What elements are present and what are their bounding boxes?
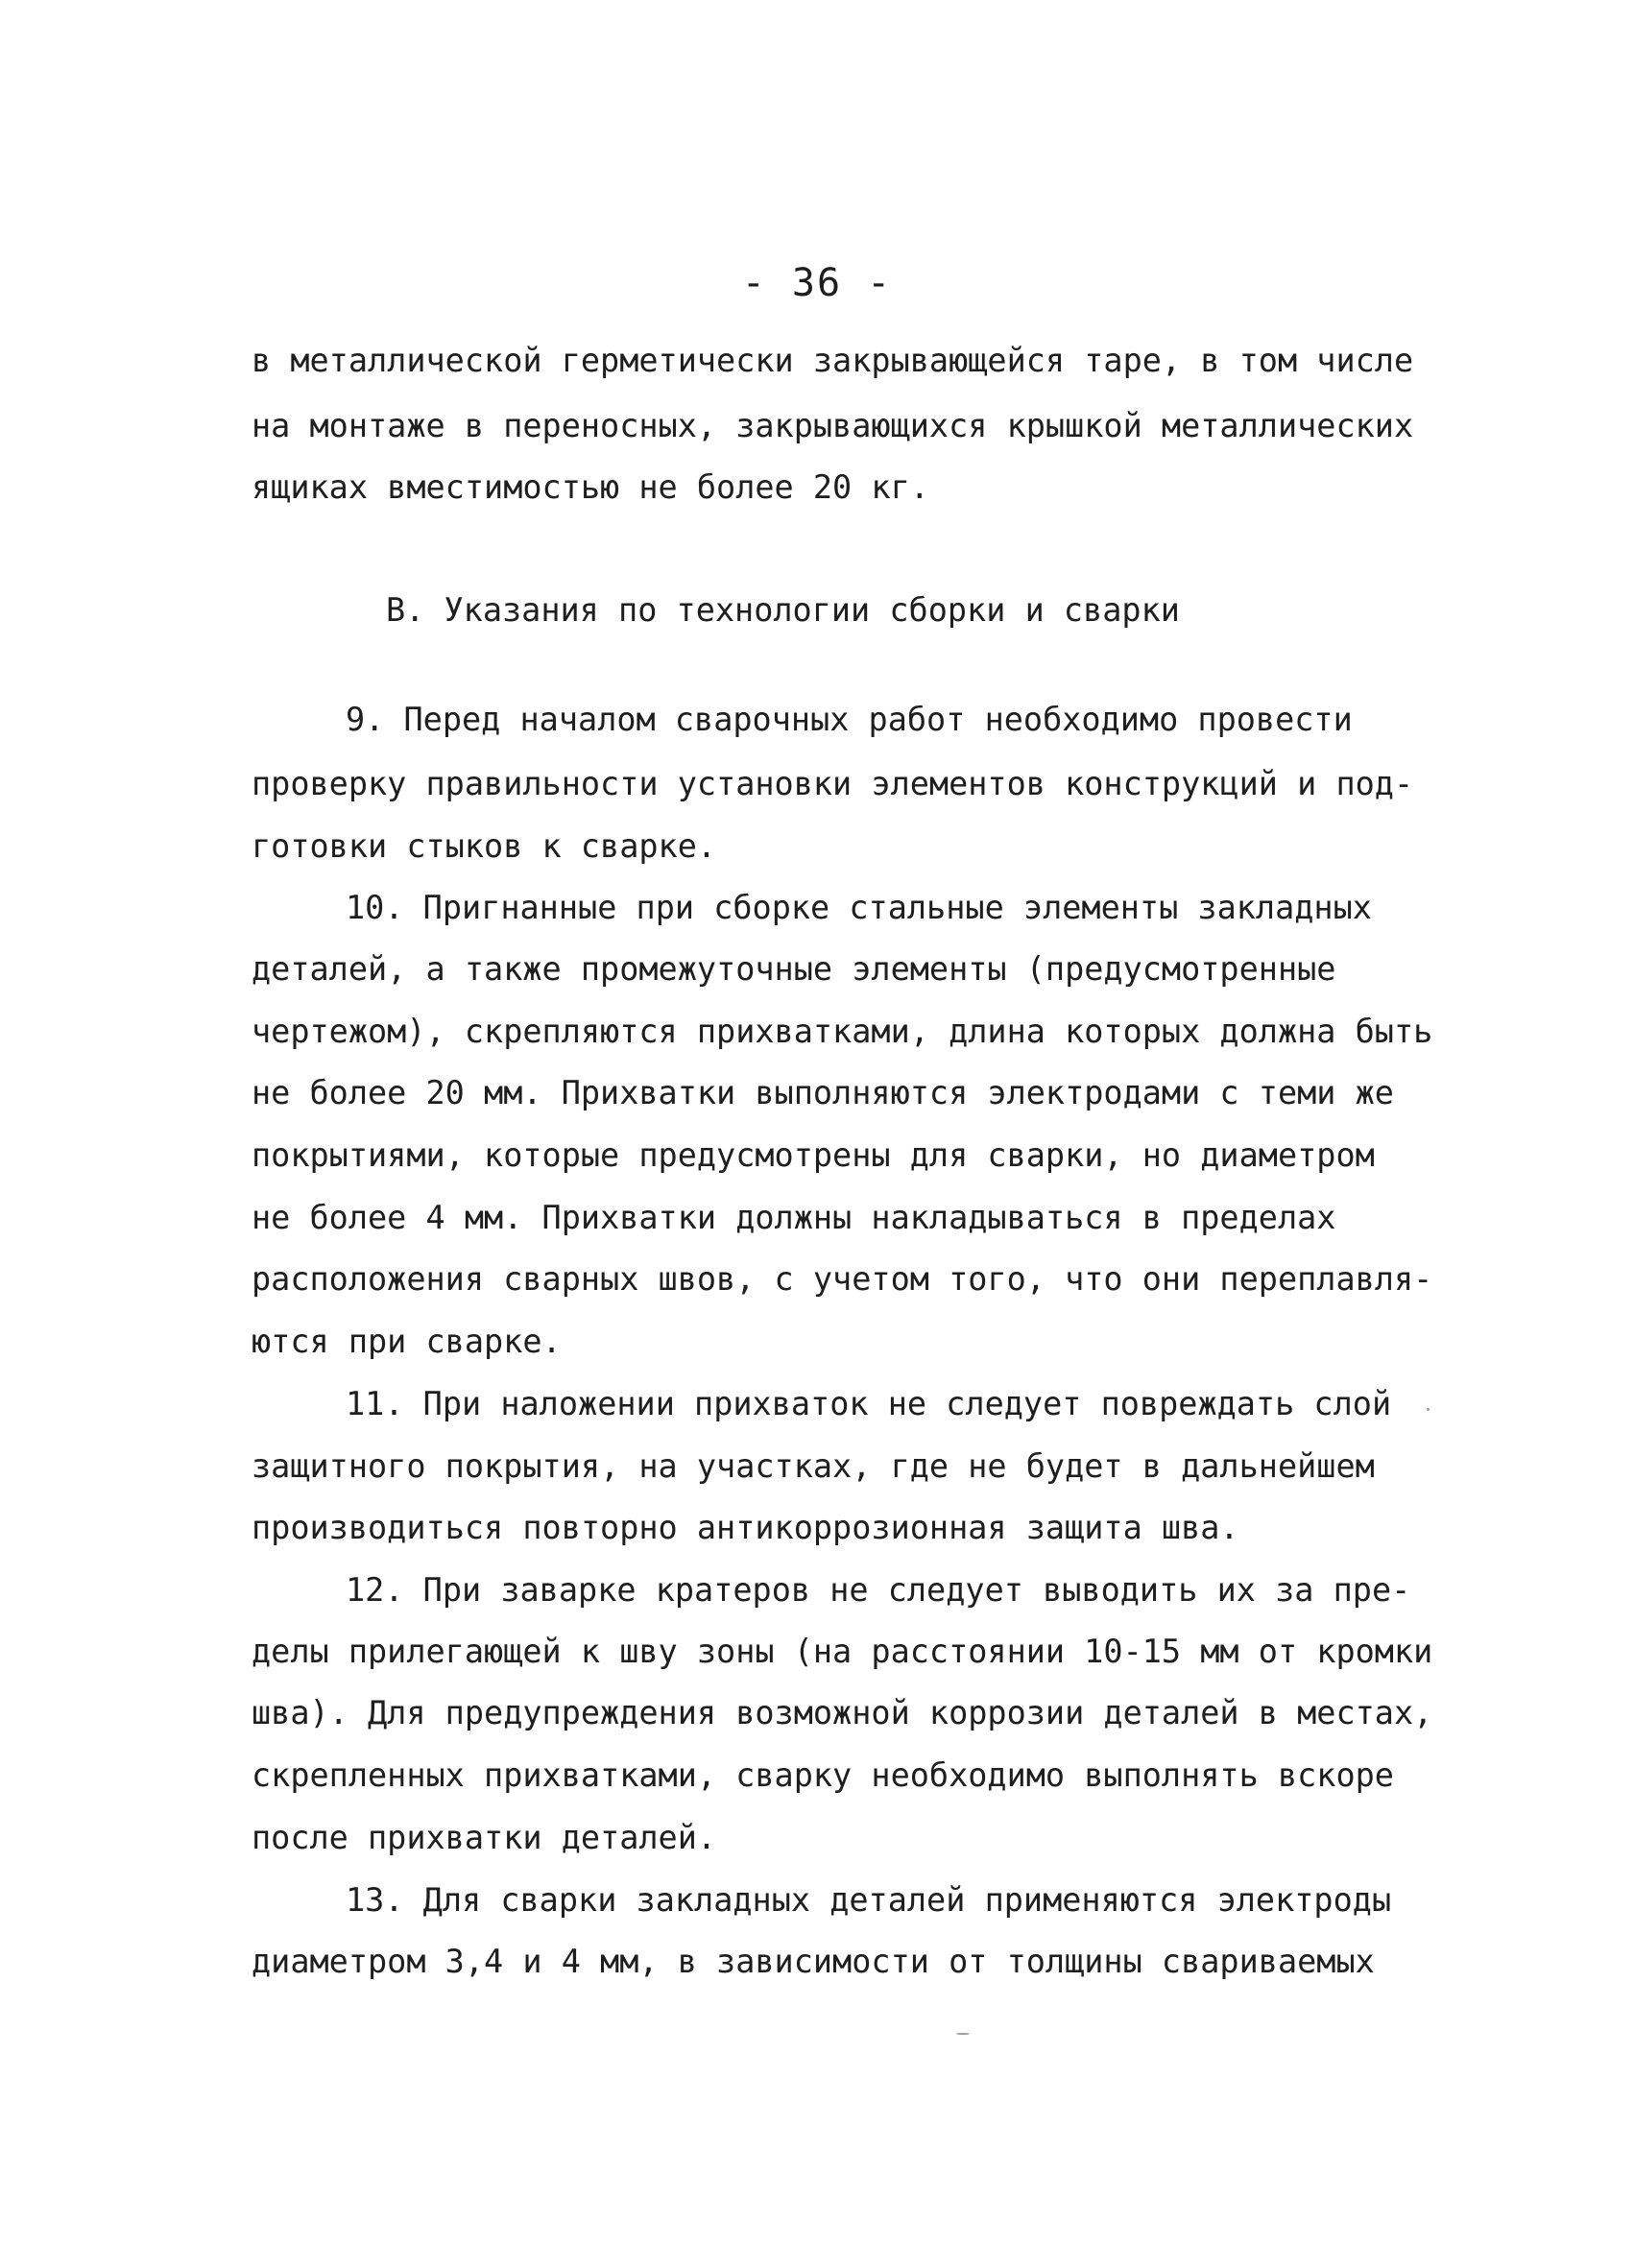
paragraph-9-line-2: проверку правильности установки элементов конструкций и под- [252,765,1414,802]
intro-line-3: ящиках вместимостью не более 20 кг. [252,468,929,506]
scan-speck [956,2033,970,2035]
paragraph-9-line-1: 9. Перед началом сварочных работ необходимо провести [346,701,1353,738]
paragraph-13-line-1: 13. Для сварки закладных деталей применяются электроды [346,1881,1392,1919]
paragraph-11-line-2: защитного покрытия, на участках, где не будет в дальнейшем [252,1447,1375,1485]
paragraph-10-line-3: чертежом), скрепляются прихватками, длина которых должна быть [252,1013,1433,1050]
paragraph-9-line-3: готовки стыков к сварке. [252,827,717,865]
paragraph-10-line-5: покрытиями, которые предусмотрены для сварки, но диаметром [252,1136,1375,1174]
intro-line-1: в металлической герметически закрывающейся таре, в том числе [252,342,1414,379]
paragraph-12-line-5: после прихватки деталей. [252,1819,717,1856]
paragraph-12-line-4: скрепленных прихватками, сварку необходимо выполнять вскоре [252,1756,1394,1794]
paragraph-10-line-8: ются при сварке. [252,1323,562,1360]
paragraph-12-line-1: 12. При заварке кратеров не следует выводить их за пре- [346,1571,1411,1609]
paragraph-10-line-6: не более 4 мм. Прихватки должны накладываться в пределах [252,1199,1336,1236]
paragraph-10-line-2: деталей, а также промежуточные элементы (предусмотренные [252,950,1336,988]
paragraph-10-line-4: не более 20 мм. Прихватки выполняются электродами с теми же [252,1074,1394,1111]
paragraph-10-line-7: расположения сварных швов, с учетом того, что они переплавля- [252,1260,1433,1298]
paragraph-10-line-1: 10. Пригнанные при сборке стальные элементы закладных [346,889,1372,926]
paragraph-11-line-1: 11. При наложении прихваток не следует повреждать слой [346,1385,1392,1422]
page-number: - 36 - [741,261,893,305]
paragraph-12-line-2: делы прилегающей к шву зоны (на расстоянии 10-15 мм от кромки [252,1633,1433,1670]
paragraph-11-line-3: производиться повторно антикоррозионная защита шва. [252,1509,1239,1546]
scan-speck [1427,1408,1430,1411]
paragraph-12-line-3: шва). Для предупреждения возможной коррозии деталей в местах, [252,1694,1433,1731]
section-heading: В. Указания по технологии сборки и сварки [386,591,1180,629]
intro-line-2: на монтаже в переносных, закрывающихся крышкой металлических [252,407,1414,444]
paragraph-13-line-2: диаметром 3,4 и 4 мм, в зависимости от толщины свариваемых [252,1943,1375,1980]
